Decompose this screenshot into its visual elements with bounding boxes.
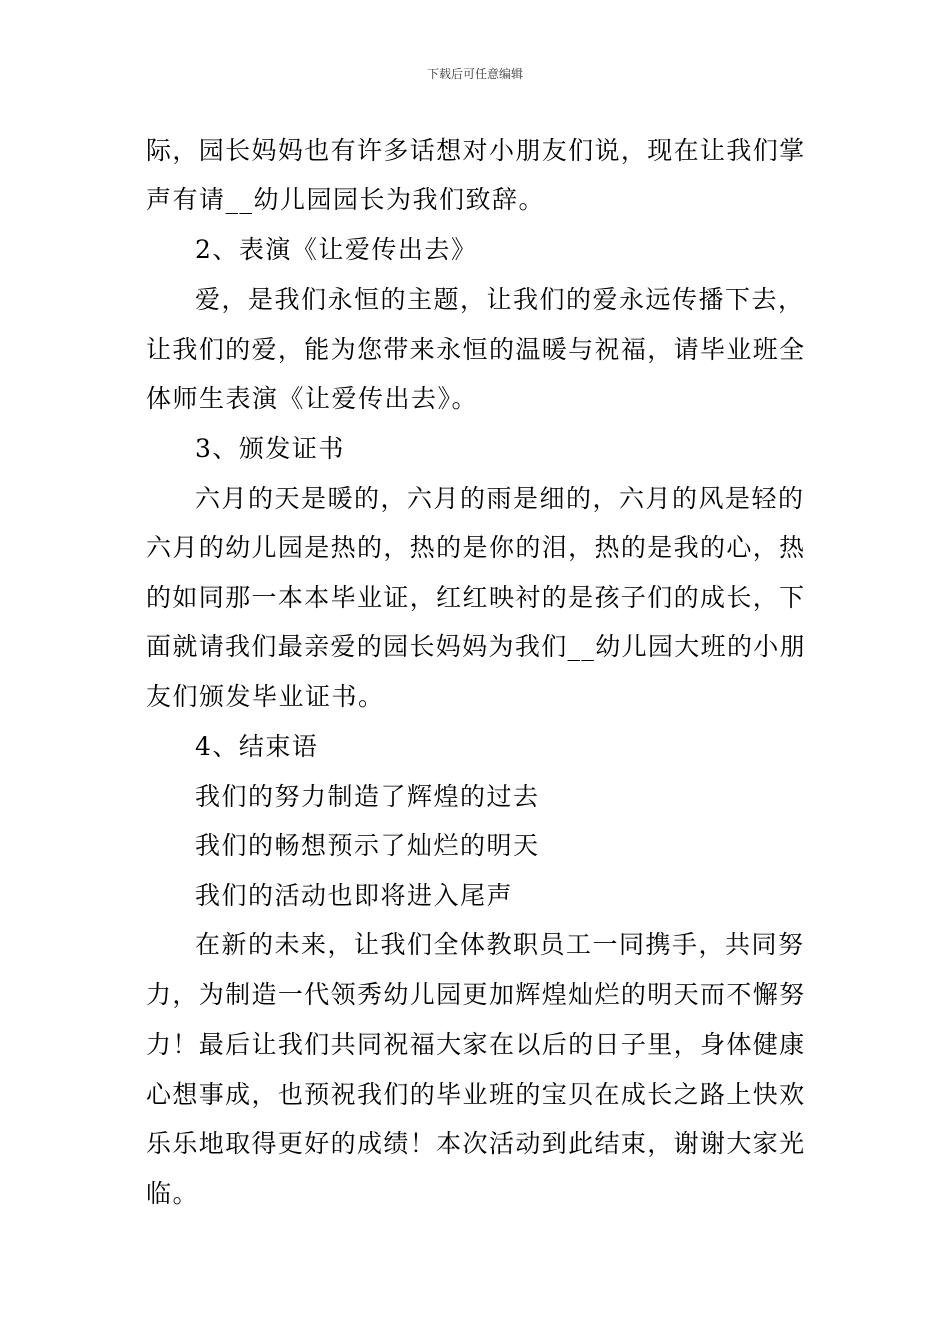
body-line: 体师生表演《让爱传出去》。 bbox=[146, 384, 479, 413]
body-line: 际，园长妈妈也有许多话想对小朋友们说，现在让我们掌 bbox=[146, 136, 806, 165]
section-heading: 3、颁发证书 bbox=[195, 434, 345, 463]
section-heading: 2、表演《让爱传出去》 bbox=[195, 235, 478, 264]
body-line: 六月的天是暖的，六月的雨是细的，六月的风是轻的 bbox=[195, 484, 805, 513]
body-line: 在新的未来，让我们全体教职员工一同携手，共同努 bbox=[195, 930, 805, 959]
body-line: 乐乐地取得更好的成绩！本次活动到此结束，谢谢大家光 bbox=[146, 1129, 806, 1158]
body-line: 我们的活动也即将进入尾声 bbox=[195, 881, 514, 910]
body-line: 面就请我们最亲爱的园长妈妈为我们__幼儿园大班的小朋 bbox=[146, 632, 807, 661]
body-line: 力，为制造一代领秀幼儿园更加辉煌灿烂的明天而不懈努 bbox=[146, 980, 806, 1009]
body-line: 我们的努力制造了辉煌的过去 bbox=[195, 782, 540, 811]
body-line: 爱，是我们永恒的主题，让我们的爱永远传播下去， bbox=[195, 285, 805, 314]
section-heading: 4、结束语 bbox=[195, 732, 319, 761]
body-line: 力！最后让我们共同祝福大家在以后的日子里，身体健康 bbox=[146, 1030, 806, 1059]
body-line: 的如同那一本本毕业证，红红映衬的是孩子们的成长，下 bbox=[146, 583, 806, 612]
page-header: 下载后可任意编辑 bbox=[426, 67, 523, 81]
body-line: 临。 bbox=[146, 1179, 200, 1208]
body-line: 声有请__幼儿园园长为我们致辞。 bbox=[146, 185, 546, 214]
body-line: 让我们的爱，能为您带来永恒的温暖与祝福，请毕业班全 bbox=[146, 335, 806, 364]
body-line: 我们的畅想预示了灿烂的明天 bbox=[195, 831, 540, 860]
body-line: 六月的幼儿园是热的，热的是你的泪，热的是我的心，热 bbox=[146, 533, 806, 562]
body-line: 心想事成，也预祝我们的毕业班的宝贝在成长之路上快欢 bbox=[146, 1080, 806, 1109]
body-line: 友们颁发毕业证书。 bbox=[146, 682, 385, 711]
